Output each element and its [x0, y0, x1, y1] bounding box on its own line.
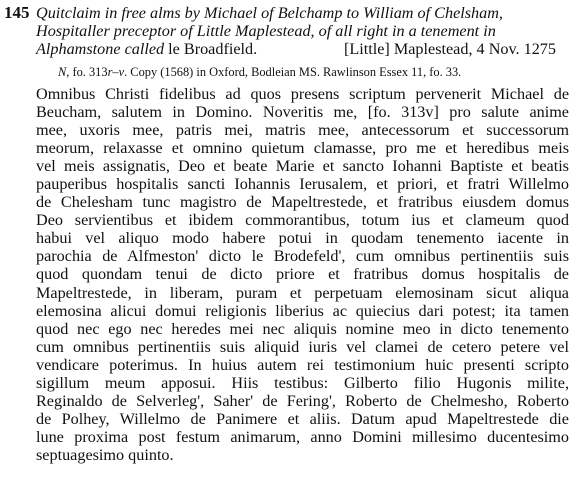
entry-heading-line-1: Quitclaim in free alms by Michael of Belchamp to William of Chelsham, — [36, 4, 503, 22]
charter-line: septuagesimo quinto. — [36, 445, 174, 464]
charter-line: quod quondam tenui de dicto priore et fratribus domus hospitalis de — [36, 265, 569, 284]
charter-line: parochia de Alfmeston' dicto le Brodefeld', cum omnibus pertinentiis suis — [36, 247, 569, 266]
source-siglum: N — [58, 65, 67, 79]
charter-line: elemosina alicui domui religionis liberius ac quiecius dari potest; ita tamen — [36, 301, 569, 320]
charter-line: cum omnibus pertinentiis suis aliquid iuris vel clamei de cetero petere vel — [36, 337, 569, 356]
charter-line: Deo servientibus et ibidem commorantibus, totum ius et clameum quod — [36, 211, 569, 230]
entry-heading-line-3 — [36, 40, 556, 58]
charter-line: quod nec ego nec heredes mei nec aliquis nomine meo in dicto tenemento — [36, 319, 569, 338]
charter-line: habui vel aliquo modo habere potui in quodam tenemento iacente in — [36, 229, 569, 248]
place-date: [Little] Maplestead, 4 Nov. 1275 — [343, 40, 556, 58]
source-note — [58, 64, 558, 80]
charter-line: pauperibus hospitalis sancti Iohannis Ierusalem, et priori, et fratri Willelmo — [36, 175, 569, 194]
source-folio: , fo. 313 — [66, 65, 108, 79]
entry-heading-line-2: Hospitaller preceptor of Little Maplestead, of all right in a tenement in — [36, 22, 496, 40]
entry-heading-place: Alphamstone called — [36, 40, 169, 58]
charter-text — [36, 85, 569, 464]
charter-line: lune proxima post festum animarum, anno Domini millesimo ducentesimo — [36, 427, 569, 446]
charter-line: meorum, relaxasse et omnino quietum clamasse, pro me et heredibus meis — [36, 139, 569, 158]
source-copy: . Copy (1568) in Oxford, Bodleian MS. Rawlinson Essex 11, fo. 33. — [124, 65, 462, 79]
entry-heading-placename: le Broadfield. — [168, 40, 258, 58]
charter-line: Beucham, salutem in Domino. Noveritis me, [fo. 313v] pro salute anime — [36, 103, 569, 122]
charter-line: de Chelesham tunc magistro de Mapeltrestede, et fratribus eiusdem domus — [36, 193, 569, 212]
charter-line: Mapeltrestede, in liberam, puram et perpetuam elemosinam sicut aliqua — [36, 283, 569, 302]
charter-line: mee, uxoris mee, patris mei, matris mee, antecessorum et successorum — [36, 121, 569, 140]
charter-line: de Polhey, Willelmo de Panimere et aliis. Datum apud Mapeltrestede die — [36, 409, 569, 428]
entry-number: 145 — [4, 3, 30, 22]
charter-line: Reginaldo de Selverleg', Saher' de Fering', Roberto de Chelmesho, Roberto — [36, 391, 569, 410]
charter-line: Omnibus Christi fidelibus ad quos presens scriptum pervenerit Michael de — [36, 85, 569, 103]
charter-line: sigillum meum apposui. Hiis testibus: Gilberto filio Hugonis milite, — [36, 373, 569, 392]
charter-line: vendicare poterimus. In huius autem rei testimonium huic presenti scripto — [36, 355, 569, 374]
source-folio-side: r–v — [107, 65, 125, 79]
charter-line: vel meis assignatis, Deo et beate Marie et sancto Iohanni Baptiste et beatis — [36, 157, 569, 176]
